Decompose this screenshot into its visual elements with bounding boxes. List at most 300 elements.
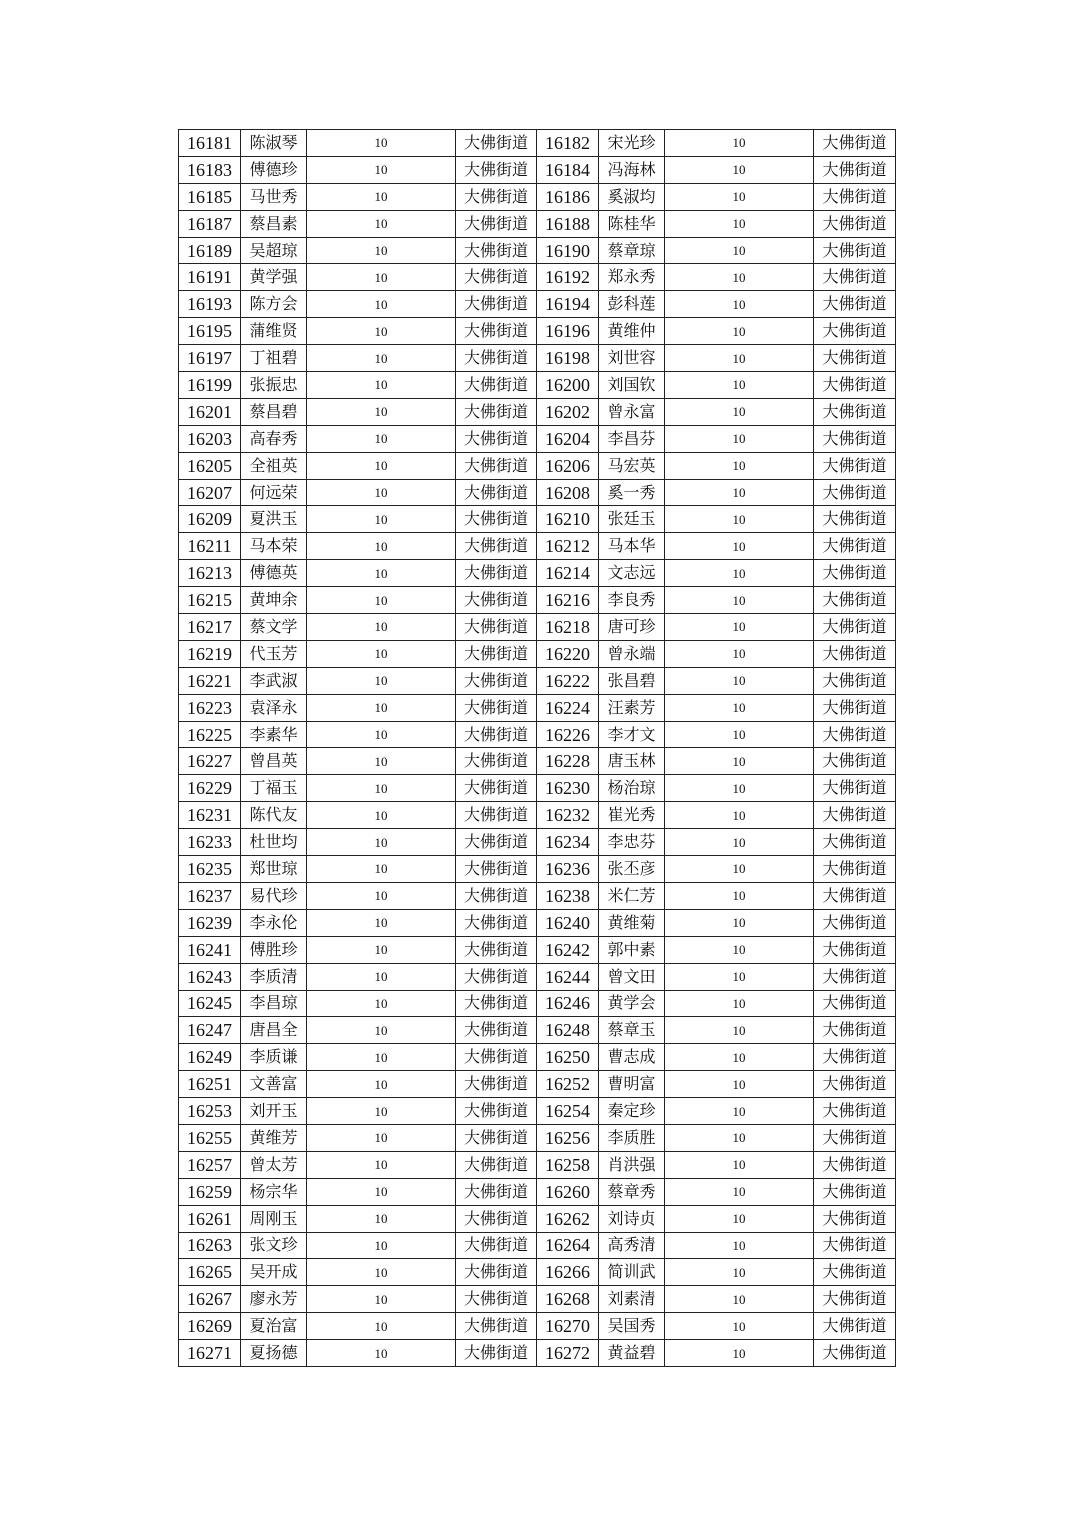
record-number-cell: 16246	[537, 990, 599, 1017]
person-name-cell: 夏治富	[241, 1313, 307, 1340]
subdistrict-cell: 大佛街道	[456, 372, 537, 399]
table-row	[179, 506, 896, 533]
subdistrict-cell: 大佛街道	[814, 963, 896, 990]
person-name-cell: 陈桂华	[599, 210, 665, 237]
subdistrict-cell: 大佛街道	[456, 1151, 537, 1178]
subdistrict-cell: 大佛街道	[814, 829, 896, 856]
amount-cell: 10	[307, 291, 456, 318]
record-number-cell: 16229	[179, 775, 241, 802]
person-name-cell: 唐可珍	[599, 614, 665, 641]
subdistrict-cell: 大佛街道	[456, 452, 537, 479]
amount-cell: 10	[307, 183, 456, 210]
amount-cell: 10	[307, 936, 456, 963]
person-name-cell: 李才文	[599, 721, 665, 748]
person-name-cell: 陈代友	[241, 802, 307, 829]
person-name-cell: 刘素清	[599, 1286, 665, 1313]
person-name-cell: 丁福玉	[241, 775, 307, 802]
person-name-cell: 蒲维贤	[241, 318, 307, 345]
record-number-cell: 16265	[179, 1259, 241, 1286]
record-number-cell: 16226	[537, 721, 599, 748]
amount-cell: 10	[307, 1044, 456, 1071]
subdistrict-cell: 大佛街道	[814, 345, 896, 372]
table-row	[179, 183, 896, 210]
amount-cell: 10	[307, 210, 456, 237]
table-row	[179, 1205, 896, 1232]
record-number-cell: 16252	[537, 1071, 599, 1098]
subdistrict-cell: 大佛街道	[814, 264, 896, 291]
subdistrict-cell: 大佛街道	[456, 1340, 537, 1367]
record-number-cell: 16267	[179, 1286, 241, 1313]
subdistrict-cell: 大佛街道	[456, 1178, 537, 1205]
record-number-cell: 16199	[179, 372, 241, 399]
person-name-cell: 廖永芳	[241, 1286, 307, 1313]
person-name-cell: 刘开玉	[241, 1098, 307, 1125]
amount-cell: 10	[307, 156, 456, 183]
subdistrict-cell: 大佛街道	[456, 1124, 537, 1151]
amount-cell: 10	[307, 1178, 456, 1205]
person-name-cell: 曹明富	[599, 1071, 665, 1098]
person-name-cell: 代玉芳	[241, 640, 307, 667]
table-row	[179, 936, 896, 963]
amount-cell: 10	[665, 1313, 814, 1340]
record-number-cell: 16269	[179, 1313, 241, 1340]
amount-cell: 10	[665, 614, 814, 641]
person-name-cell: 李质清	[241, 963, 307, 990]
person-name-cell: 张昌碧	[599, 667, 665, 694]
subdistrict-cell: 大佛街道	[814, 640, 896, 667]
record-number-cell: 16263	[179, 1232, 241, 1259]
person-name-cell: 崔光秀	[599, 802, 665, 829]
person-name-cell: 蔡章琼	[599, 237, 665, 264]
subdistrict-cell: 大佛街道	[456, 614, 537, 641]
record-number-cell: 16254	[537, 1098, 599, 1125]
record-number-cell: 16239	[179, 909, 241, 936]
subdistrict-cell: 大佛街道	[814, 775, 896, 802]
subdistrict-cell: 大佛街道	[814, 1286, 896, 1313]
record-number-cell: 16258	[537, 1151, 599, 1178]
amount-cell: 10	[665, 291, 814, 318]
amount-cell: 10	[665, 425, 814, 452]
amount-cell: 10	[665, 694, 814, 721]
person-name-cell: 宋光珍	[599, 130, 665, 157]
subdistrict-cell: 大佛街道	[814, 479, 896, 506]
record-number-cell: 16186	[537, 183, 599, 210]
person-name-cell: 文志远	[599, 560, 665, 587]
amount-cell: 10	[665, 560, 814, 587]
subdistrict-cell: 大佛街道	[814, 1098, 896, 1125]
amount-cell: 10	[665, 640, 814, 667]
record-number-cell: 16212	[537, 533, 599, 560]
table-row	[179, 1259, 896, 1286]
subdistrict-cell: 大佛街道	[814, 721, 896, 748]
person-name-cell: 马本华	[599, 533, 665, 560]
table-row	[179, 291, 896, 318]
table-row	[179, 372, 896, 399]
subdistrict-cell: 大佛街道	[456, 345, 537, 372]
amount-cell: 10	[307, 775, 456, 802]
subdistrict-cell: 大佛街道	[456, 425, 537, 452]
subdistrict-cell: 大佛街道	[814, 990, 896, 1017]
record-number-cell: 16195	[179, 318, 241, 345]
person-name-cell: 黄学强	[241, 264, 307, 291]
amount-cell: 10	[307, 560, 456, 587]
amount-cell: 10	[665, 264, 814, 291]
subdistrict-cell: 大佛街道	[456, 1044, 537, 1071]
table-row	[179, 748, 896, 775]
subdistrict-cell: 大佛街道	[456, 1313, 537, 1340]
person-name-cell: 吴国秀	[599, 1313, 665, 1340]
amount-cell: 10	[307, 237, 456, 264]
subdistrict-cell: 大佛街道	[456, 936, 537, 963]
record-number-cell: 16221	[179, 667, 241, 694]
record-number-cell: 16241	[179, 936, 241, 963]
amount-cell: 10	[307, 1259, 456, 1286]
record-number-cell: 16211	[179, 533, 241, 560]
amount-cell: 10	[665, 748, 814, 775]
amount-cell: 10	[307, 667, 456, 694]
record-number-cell: 16197	[179, 345, 241, 372]
record-number-cell: 16271	[179, 1340, 241, 1367]
record-number-cell: 16234	[537, 829, 599, 856]
person-name-cell: 张丕彦	[599, 856, 665, 883]
record-number-cell: 16202	[537, 398, 599, 425]
subdistrict-cell: 大佛街道	[456, 318, 537, 345]
amount-cell: 10	[665, 479, 814, 506]
subdistrict-cell: 大佛街道	[814, 1259, 896, 1286]
record-number-cell: 16260	[537, 1178, 599, 1205]
amount-cell: 10	[665, 372, 814, 399]
table-row	[179, 856, 896, 883]
person-name-cell: 文善富	[241, 1071, 307, 1098]
person-name-cell: 夏扬德	[241, 1340, 307, 1367]
table-row	[179, 1098, 896, 1125]
amount-cell: 10	[307, 963, 456, 990]
record-number-cell: 16256	[537, 1124, 599, 1151]
amount-cell: 10	[665, 829, 814, 856]
person-name-cell: 曾昌英	[241, 748, 307, 775]
person-name-cell: 张文珍	[241, 1232, 307, 1259]
subdistrict-cell: 大佛街道	[814, 614, 896, 641]
table-row	[179, 210, 896, 237]
amount-cell: 10	[665, 721, 814, 748]
table-row	[179, 721, 896, 748]
amount-cell: 10	[665, 318, 814, 345]
record-number-cell: 16190	[537, 237, 599, 264]
person-name-cell: 傅德英	[241, 560, 307, 587]
record-number-cell: 16198	[537, 345, 599, 372]
person-name-cell: 肖洪强	[599, 1151, 665, 1178]
table-row	[179, 882, 896, 909]
record-number-cell: 16188	[537, 210, 599, 237]
record-number-cell: 16196	[537, 318, 599, 345]
table-row	[179, 963, 896, 990]
subdistrict-cell: 大佛街道	[814, 1124, 896, 1151]
subdistrict-cell: 大佛街道	[814, 130, 896, 157]
person-name-cell: 傅德珍	[241, 156, 307, 183]
amount-cell: 10	[307, 721, 456, 748]
amount-cell: 10	[307, 506, 456, 533]
person-name-cell: 黄维仲	[599, 318, 665, 345]
amount-cell: 10	[307, 1286, 456, 1313]
amount-cell: 10	[307, 345, 456, 372]
record-number-cell: 16213	[179, 560, 241, 587]
amount-cell: 10	[307, 1151, 456, 1178]
subdistrict-cell: 大佛街道	[814, 909, 896, 936]
person-name-cell: 蔡昌素	[241, 210, 307, 237]
amount-cell: 10	[307, 1071, 456, 1098]
table-row	[179, 237, 896, 264]
table-row	[179, 264, 896, 291]
amount-cell: 10	[307, 748, 456, 775]
person-name-cell: 冯海林	[599, 156, 665, 183]
amount-cell: 10	[665, 1124, 814, 1151]
subdistrict-cell: 大佛街道	[814, 425, 896, 452]
table-row	[179, 1151, 896, 1178]
subdistrict-cell: 大佛街道	[814, 1205, 896, 1232]
table-row	[179, 452, 896, 479]
subdistrict-cell: 大佛街道	[814, 533, 896, 560]
table-row	[179, 1017, 896, 1044]
subdistrict-cell: 大佛街道	[814, 748, 896, 775]
subdistrict-cell: 大佛街道	[814, 237, 896, 264]
amount-cell: 10	[665, 237, 814, 264]
record-number-cell: 16238	[537, 882, 599, 909]
subdistrict-cell: 大佛街道	[456, 1259, 537, 1286]
subdistrict-cell: 大佛街道	[456, 640, 537, 667]
table-row	[179, 667, 896, 694]
subdistrict-cell: 大佛街道	[814, 560, 896, 587]
table-row	[179, 587, 896, 614]
record-number-cell: 16191	[179, 264, 241, 291]
amount-cell: 10	[307, 1017, 456, 1044]
amount-cell: 10	[307, 452, 456, 479]
person-name-cell: 刘国钦	[599, 372, 665, 399]
table-row	[179, 775, 896, 802]
person-name-cell: 奚淑均	[599, 183, 665, 210]
subdistrict-cell: 大佛街道	[456, 156, 537, 183]
record-number-cell: 16219	[179, 640, 241, 667]
person-name-cell: 蔡章玉	[599, 1017, 665, 1044]
amount-cell: 10	[307, 829, 456, 856]
amount-cell: 10	[665, 909, 814, 936]
record-number-cell: 16253	[179, 1098, 241, 1125]
amount-cell: 10	[665, 1259, 814, 1286]
subdistrict-cell: 大佛街道	[814, 936, 896, 963]
subdistrict-cell: 大佛街道	[456, 1071, 537, 1098]
record-number-cell: 16245	[179, 990, 241, 1017]
record-number-cell: 16248	[537, 1017, 599, 1044]
subdistrict-cell: 大佛街道	[814, 882, 896, 909]
record-number-cell: 16200	[537, 372, 599, 399]
record-number-cell: 16264	[537, 1232, 599, 1259]
amount-cell: 10	[665, 183, 814, 210]
subdistrict-cell: 大佛街道	[814, 1232, 896, 1259]
amount-cell: 10	[665, 1205, 814, 1232]
record-number-cell: 16249	[179, 1044, 241, 1071]
person-name-cell: 刘诗贞	[599, 1205, 665, 1232]
record-number-cell: 16255	[179, 1124, 241, 1151]
record-number-cell: 16223	[179, 694, 241, 721]
person-name-cell: 郭中素	[599, 936, 665, 963]
subdistrict-cell: 大佛街道	[814, 210, 896, 237]
table-row	[179, 1124, 896, 1151]
amount-cell: 10	[665, 1286, 814, 1313]
person-name-cell: 黄维芳	[241, 1124, 307, 1151]
person-name-cell: 曾永端	[599, 640, 665, 667]
record-number-cell: 16183	[179, 156, 241, 183]
record-number-cell: 16266	[537, 1259, 599, 1286]
person-name-cell: 高春秀	[241, 425, 307, 452]
subdistrict-cell: 大佛街道	[456, 264, 537, 291]
amount-cell: 10	[307, 614, 456, 641]
record-number-cell: 16218	[537, 614, 599, 641]
person-name-cell: 全祖英	[241, 452, 307, 479]
table-row	[179, 1044, 896, 1071]
amount-cell: 10	[665, 1098, 814, 1125]
table-row	[179, 1178, 896, 1205]
subdistrict-cell: 大佛街道	[456, 560, 537, 587]
record-number-cell: 16237	[179, 882, 241, 909]
subdistrict-cell: 大佛街道	[456, 882, 537, 909]
record-number-cell: 16194	[537, 291, 599, 318]
subdistrict-cell: 大佛街道	[456, 506, 537, 533]
roster-table	[178, 129, 896, 1367]
person-name-cell: 蔡文学	[241, 614, 307, 641]
subdistrict-cell: 大佛街道	[814, 1044, 896, 1071]
record-number-cell: 16224	[537, 694, 599, 721]
record-number-cell: 16207	[179, 479, 241, 506]
record-number-cell: 16251	[179, 1071, 241, 1098]
record-number-cell: 16250	[537, 1044, 599, 1071]
table-row	[179, 156, 896, 183]
subdistrict-cell: 大佛街道	[814, 1017, 896, 1044]
amount-cell: 10	[665, 506, 814, 533]
record-number-cell: 16204	[537, 425, 599, 452]
amount-cell: 10	[307, 318, 456, 345]
subdistrict-cell: 大佛街道	[814, 1071, 896, 1098]
record-number-cell: 16184	[537, 156, 599, 183]
subdistrict-cell: 大佛街道	[456, 1098, 537, 1125]
amount-cell: 10	[665, 1151, 814, 1178]
record-number-cell: 16215	[179, 587, 241, 614]
person-name-cell: 李昌芬	[599, 425, 665, 452]
record-number-cell: 16242	[537, 936, 599, 963]
amount-cell: 10	[307, 640, 456, 667]
amount-cell: 10	[665, 398, 814, 425]
subdistrict-cell: 大佛街道	[456, 963, 537, 990]
table-row	[179, 318, 896, 345]
subdistrict-cell: 大佛街道	[456, 856, 537, 883]
table-row	[179, 909, 896, 936]
amount-cell: 10	[665, 533, 814, 560]
person-name-cell: 易代珍	[241, 882, 307, 909]
amount-cell: 10	[307, 1232, 456, 1259]
record-number-cell: 16230	[537, 775, 599, 802]
subdistrict-cell: 大佛街道	[456, 1017, 537, 1044]
subdistrict-cell: 大佛街道	[456, 130, 537, 157]
person-name-cell: 刘世容	[599, 345, 665, 372]
subdistrict-cell: 大佛街道	[814, 694, 896, 721]
subdistrict-cell: 大佛街道	[456, 721, 537, 748]
record-number-cell: 16206	[537, 452, 599, 479]
person-name-cell: 杨治琼	[599, 775, 665, 802]
amount-cell: 10	[307, 1340, 456, 1367]
person-name-cell: 杨宗华	[241, 1178, 307, 1205]
record-number-cell: 16232	[537, 802, 599, 829]
person-name-cell: 丁祖碧	[241, 345, 307, 372]
amount-cell: 10	[665, 667, 814, 694]
subdistrict-cell: 大佛街道	[814, 452, 896, 479]
table-row	[179, 1313, 896, 1340]
subdistrict-cell: 大佛街道	[456, 775, 537, 802]
person-name-cell: 黄益碧	[599, 1340, 665, 1367]
person-name-cell: 李质胜	[599, 1124, 665, 1151]
amount-cell: 10	[665, 1071, 814, 1098]
amount-cell: 10	[665, 587, 814, 614]
subdistrict-cell: 大佛街道	[456, 398, 537, 425]
person-name-cell: 马世秀	[241, 183, 307, 210]
person-name-cell: 高秀清	[599, 1232, 665, 1259]
table-row	[179, 479, 896, 506]
amount-cell: 10	[307, 990, 456, 1017]
record-number-cell: 16210	[537, 506, 599, 533]
record-number-cell: 16193	[179, 291, 241, 318]
subdistrict-cell: 大佛街道	[456, 909, 537, 936]
subdistrict-cell: 大佛街道	[814, 398, 896, 425]
table-row	[179, 1286, 896, 1313]
subdistrict-cell: 大佛街道	[456, 237, 537, 264]
table-row	[179, 560, 896, 587]
record-number-cell: 16270	[537, 1313, 599, 1340]
person-name-cell: 李武淑	[241, 667, 307, 694]
person-name-cell: 杜世均	[241, 829, 307, 856]
amount-cell: 10	[307, 398, 456, 425]
table-row	[179, 130, 896, 157]
record-number-cell: 16214	[537, 560, 599, 587]
subdistrict-cell: 大佛街道	[814, 1313, 896, 1340]
person-name-cell: 郑永秀	[599, 264, 665, 291]
amount-cell: 10	[665, 775, 814, 802]
person-name-cell: 吴超琼	[241, 237, 307, 264]
subdistrict-cell: 大佛街道	[814, 318, 896, 345]
person-name-cell: 李质谦	[241, 1044, 307, 1071]
table-row	[179, 533, 896, 560]
subdistrict-cell: 大佛街道	[456, 291, 537, 318]
amount-cell: 10	[307, 479, 456, 506]
amount-cell: 10	[307, 130, 456, 157]
person-name-cell: 曾太芳	[241, 1151, 307, 1178]
amount-cell: 10	[307, 1124, 456, 1151]
amount-cell: 10	[307, 264, 456, 291]
person-name-cell: 李永伦	[241, 909, 307, 936]
record-number-cell: 16272	[537, 1340, 599, 1367]
amount-cell: 10	[665, 1232, 814, 1259]
subdistrict-cell: 大佛街道	[456, 667, 537, 694]
subdistrict-cell: 大佛街道	[814, 506, 896, 533]
person-name-cell: 蔡昌碧	[241, 398, 307, 425]
subdistrict-cell: 大佛街道	[456, 748, 537, 775]
subdistrict-cell: 大佛街道	[456, 802, 537, 829]
person-name-cell: 吴开成	[241, 1259, 307, 1286]
record-number-cell: 16244	[537, 963, 599, 990]
record-number-cell: 16262	[537, 1205, 599, 1232]
table-row	[179, 694, 896, 721]
amount-cell: 10	[665, 345, 814, 372]
amount-cell: 10	[665, 963, 814, 990]
record-number-cell: 16216	[537, 587, 599, 614]
subdistrict-cell: 大佛街道	[456, 829, 537, 856]
amount-cell: 10	[307, 802, 456, 829]
